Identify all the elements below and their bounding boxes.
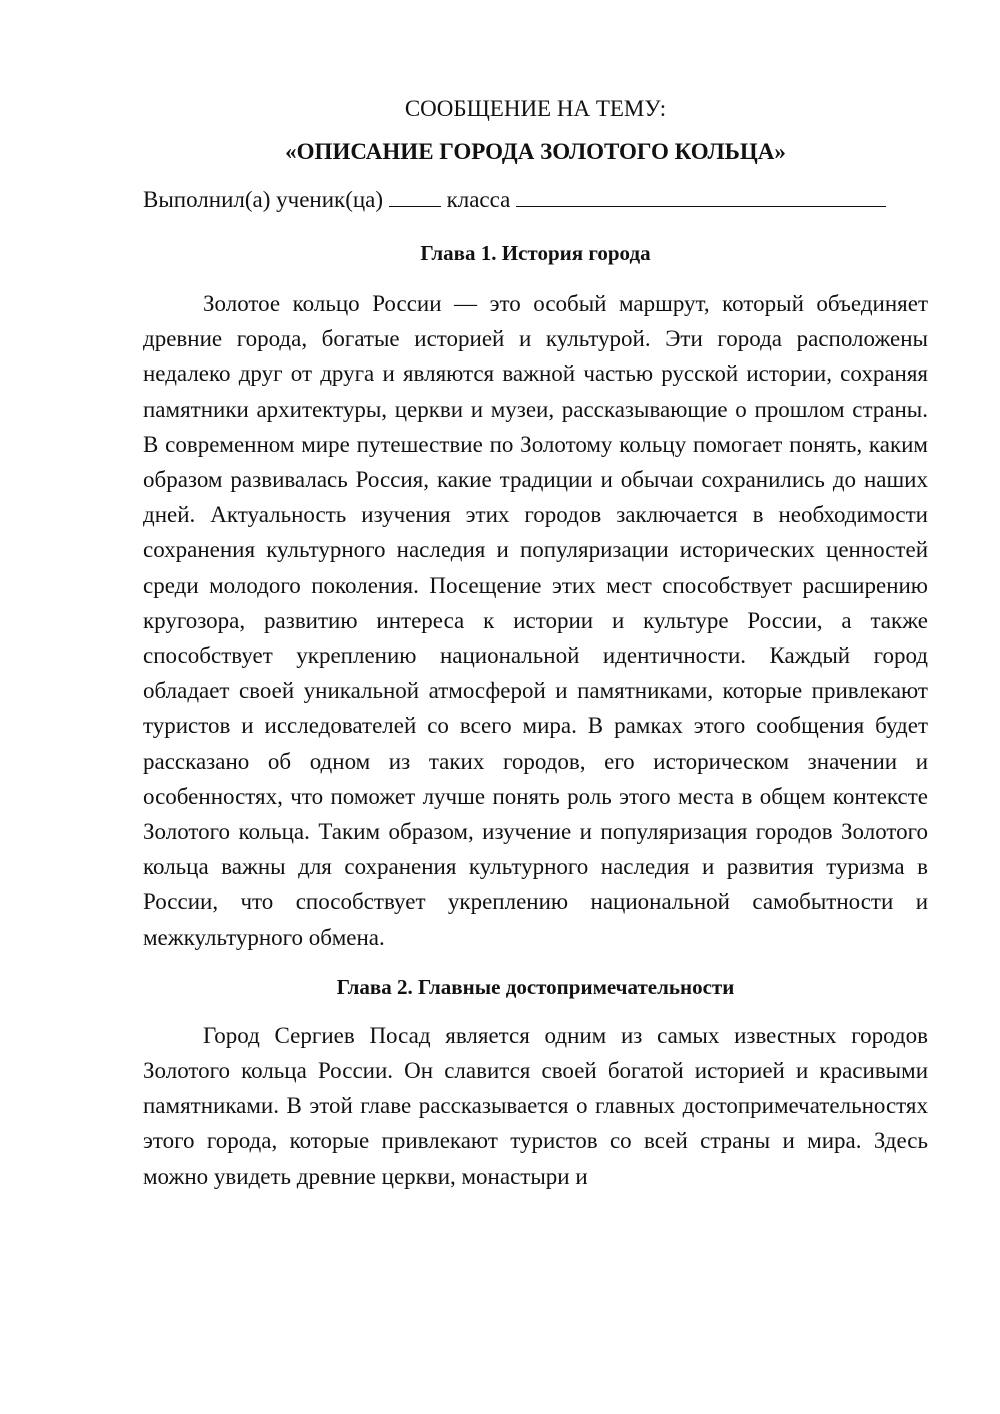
document-title: «ОПИСАНИЕ ГОРОДА ЗОЛОТОГО КОЛЬЦА» bbox=[285, 139, 786, 164]
document-title-prefix: СООБЩЕНИЕ НА ТЕМУ: bbox=[404, 96, 667, 121]
chapter-2-heading: Глава 2. Главные достопримечательности bbox=[336, 974, 735, 999]
author-prefix: Выполнил(а) ученик(ца) bbox=[143, 187, 384, 212]
class-number-blank bbox=[389, 184, 441, 207]
chapter-1-text: Золотое кольцо России — это особый маршрут, который объединяет древние города, богатые историей и культурой. Эти города расположены недалеко друг от друга и являются важной частью русской истории, сохраняя памятники архитектуры, церкви и музеи, рассказывающие о прошлом страны. В современном мире путешествие по Золотому кольцу помогает понять, каким образом развивалась Россия, какие традиции и обычаи сохранились до наших дней. Актуальность изучения этих городов заключается в необходимости сохранения культурного наследия и популяризации исторических ценностей среди молодого поколения. Посещение этих мест способствует расширению кругозора, развитию интереса к истории и культуре России, а также способствует укреплению национальной идентичности. Каждый город обладает своей уникальной атмосферой и памятниками, которые привлекают туристов и исследователей со всего мира. В рамках этого сообщения будет рассказано об одном из таких городов, его историческом значении и особенностях, что поможет лучше понять роль этого места в общем контексте Золотого кольца. Таким образом, изучение и популяризация городов Золотого кольца важны для сохранения культурного наследия и развития туризма в России, что способствует укреплению национальной самобытности и межкультурного обмена. bbox=[143, 291, 928, 950]
document-page bbox=[143, 92, 928, 1194]
student-name-blank bbox=[516, 184, 886, 207]
chapter-1-heading: Глава 1. История города bbox=[420, 241, 651, 265]
class-label: класса bbox=[446, 187, 511, 212]
chapter-2-text: Город Сергиев Посад является одним из самых известных городов Золотого кольца России. Он славится своей богатой историей и красивыми памятниками. В этой главе рассказывается о главных достопримечательностях этого города, которые привлекают туристов со всей страны и мира. Здесь можно увидеть древние церкви, монастыри и bbox=[143, 1022, 928, 1189]
author-line bbox=[143, 183, 928, 217]
